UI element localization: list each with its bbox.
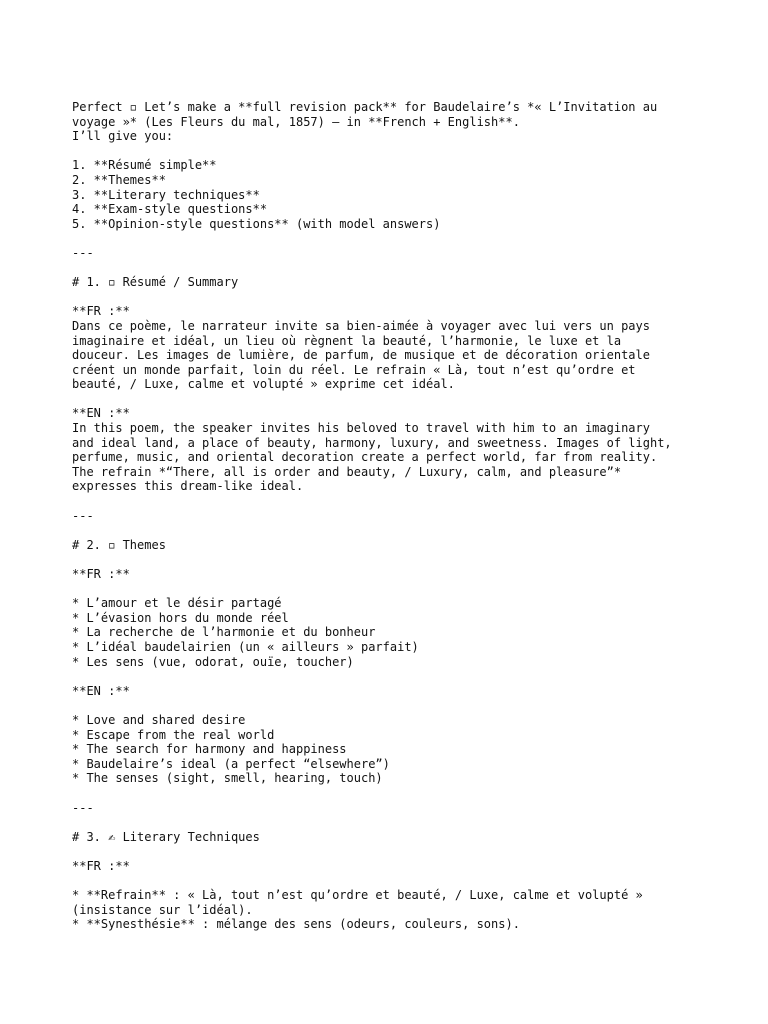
techniques-fr-list xyxy=(72,888,728,932)
toc-item: 3. **Literary techniques** xyxy=(72,187,260,202)
themes-en-list xyxy=(72,713,728,786)
list-item: * The search for harmony and happiness xyxy=(72,742,347,757)
section-heading-themes: # 2. ◽ Themes xyxy=(72,537,166,552)
intro-block xyxy=(72,100,728,144)
list-item: * **Refrain** : « Là, tout n’est qu’ordre et beauté, / Luxe, calme et volupté » xyxy=(72,888,643,903)
paragraph-line: beauté, / Luxe, calme et volupté » exprime cet idéal. xyxy=(72,377,455,392)
paragraph-line: expresses this dream-like ideal. xyxy=(72,479,304,494)
list-item: * Les sens (vue, odorat, ouïe, toucher) xyxy=(72,654,354,669)
toc-item: 2. **Themes** xyxy=(72,172,166,187)
list-item: * Love and shared desire xyxy=(72,712,246,727)
section-heading-summary: # 1. ◽ Résumé / Summary xyxy=(72,275,239,290)
list-item: * Escape from the real world xyxy=(72,727,275,742)
separator: --- xyxy=(72,508,94,523)
section-heading-literary-techniques: # 3. ✍ Literary Techniques xyxy=(72,829,260,844)
list-item: * L’amour et le désir partagé xyxy=(72,596,282,611)
intro-line: voyage »* (Les Fleurs du mal, 1857) — in **French + English**. xyxy=(72,114,520,129)
intro-line: I’ll give you: xyxy=(72,129,174,144)
en-label: **EN :** xyxy=(72,406,130,421)
paragraph-line: Dans ce poème, le narrateur invite sa bien-aimée à voyager avec lui vers un pays xyxy=(72,318,650,333)
summary-en-paragraph xyxy=(72,421,728,494)
paragraph-line: créent un monde parfait, loin du réel. Le refrain « Là, tout n’est qu’ordre et xyxy=(72,362,636,377)
paragraph-line: The refrain *“There, all is order and beauty, / Luxury, calm, and pleasure”* xyxy=(72,464,622,479)
separator: --- xyxy=(72,245,94,260)
toc-item: 1. **Résumé simple** xyxy=(72,158,217,173)
fr-label: **FR :** xyxy=(72,567,130,581)
paragraph-line: and ideal land, a place of beauty, harmony, luxury, and sweetness. Images of light, xyxy=(72,435,672,450)
paragraph-line: imaginaire et idéal, un lieu où règnent la beauté, l’harmonie, le luxe et la xyxy=(72,333,622,348)
toc-item: 5. **Opinion-style questions** (with model answers) xyxy=(72,216,441,231)
toc-list xyxy=(72,158,728,231)
list-item: * L’évasion hors du monde réel xyxy=(72,610,289,625)
list-item: * The senses (sight, smell, hearing, touch) xyxy=(72,771,383,786)
list-item: * Baudelaire’s ideal (a perfect “elsewhere”) xyxy=(72,756,390,771)
separator: --- xyxy=(72,800,94,815)
intro-line: Perfect ◽ Let’s make a **full revision pack** for Baudelaire’s *« L’Invitation au xyxy=(72,100,658,114)
fr-label: **FR :** xyxy=(72,304,130,319)
themes-fr-list xyxy=(72,596,728,669)
list-item: * L’idéal baudelairien (un « ailleurs » parfait) xyxy=(72,639,419,654)
paragraph-line: In this poem, the speaker invites his beloved to travel with him to an imaginary xyxy=(72,421,650,436)
fr-label: **FR :** xyxy=(72,858,130,873)
summary-fr-paragraph xyxy=(72,319,728,392)
toc-item: 4. **Exam-style questions** xyxy=(72,202,268,217)
paragraph-line: perfume, music, and oriental decoration create a perfect world, far from reality. xyxy=(72,450,658,465)
list-item: * La recherche de l’harmonie et du bonheur xyxy=(72,625,376,640)
list-item: (insistance sur l’idéal). xyxy=(72,902,253,917)
paragraph-line: douceur. Les images de lumière, de parfum, de musique et de décoration orientale xyxy=(72,348,650,363)
en-label: **EN :** xyxy=(72,683,130,698)
list-item: * **Synesthésie** : mélange des sens (odeurs, couleurs, sons). xyxy=(72,917,520,932)
